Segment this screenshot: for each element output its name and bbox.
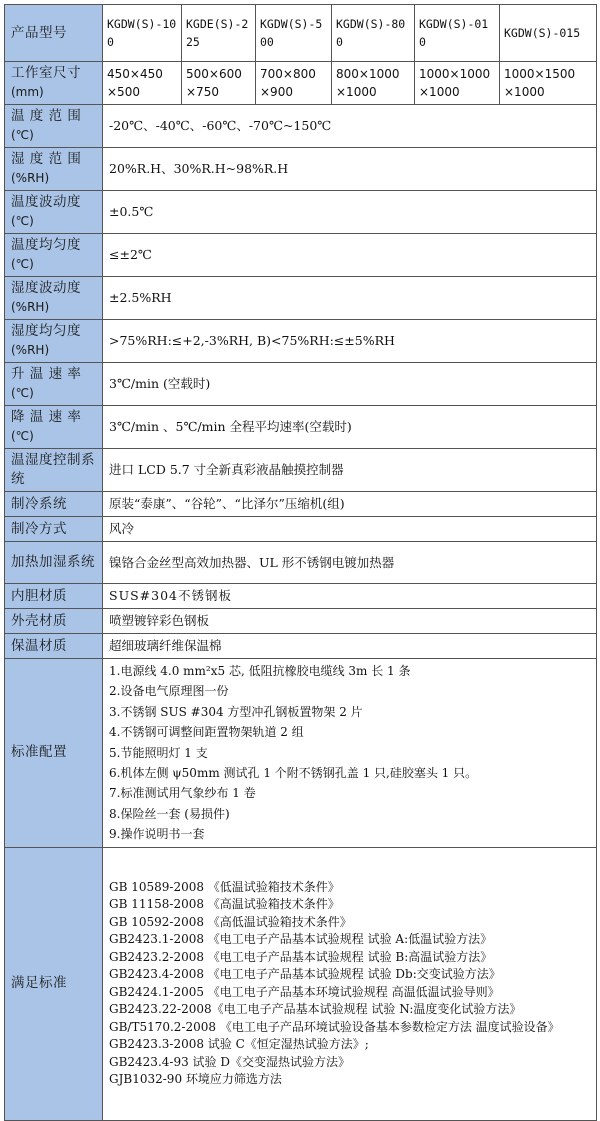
size-label — [5, 62, 103, 105]
standard-config-row — [5, 659, 597, 848]
spec-value: >75%RH:≤+2,-3%RH, B)<75%RH:≤±5%RH — [103, 320, 597, 363]
list-item: GB 10592-2008 《高低温试验箱技术条件》 — [109, 914, 352, 929]
spec-row — [5, 492, 597, 517]
spec-row — [5, 363, 597, 406]
list-item: 4.不锈钢可调整间距置物架轨道 2 组 — [109, 725, 304, 740]
model-cell: KGDW(S)-100 — [103, 5, 182, 62]
list-item: GB2423.3-2008 试验 C《恒定湿热试验方法》; — [109, 1037, 369, 1052]
spec-row — [5, 234, 597, 277]
spec-row — [5, 517, 597, 542]
list-item: GB2423.2-2008 《电工电子产品基本试验规程 试验 B:高温试验方法》 — [109, 949, 493, 964]
spec-row — [5, 148, 597, 191]
model-cell: KGDW(S)-015 — [500, 5, 597, 62]
size-line: 1000×1500 — [504, 67, 576, 81]
spec-label-text: 湿 度 范 围 — [11, 151, 82, 167]
list-item: GB2424.1-2005 《电工电子产品基本环境试验规程 高温低温试验导则》 — [109, 984, 500, 999]
size-line: ×500 — [107, 85, 140, 99]
spec-row — [5, 584, 597, 609]
spec-value: -20℃、-40℃、-60℃、-70℃~150℃ — [103, 105, 597, 148]
spec-label-unit: (℃) — [11, 386, 34, 400]
spec-table-wrapper — [4, 4, 597, 1121]
spec-value: 原装“泰康”、“谷轮”、“比泽尔”压缩机(组) — [103, 492, 597, 517]
list-item: GB 11158-2008 《高温试验箱技术条件》 — [109, 897, 340, 912]
size-cell — [500, 62, 597, 105]
size-line: ×1000 — [419, 85, 460, 99]
spec-label-text: 温度波动度 — [11, 194, 81, 210]
spec-label-unit: (℃) — [11, 257, 34, 271]
standards-label: 满足标准 — [5, 847, 103, 1120]
spec-value: 3℃/min (空载时) — [103, 363, 597, 406]
size-line: 700×800 — [260, 67, 316, 81]
list-item: GB 10589-2008 《低温试验箱技术条件》 — [109, 879, 340, 894]
spec-label — [5, 234, 103, 277]
spec-label-unit: (℃) — [11, 128, 34, 142]
spec-row — [5, 634, 597, 659]
spec-row — [5, 406, 597, 449]
spec-value: 3℃/min 、5℃/min 全程平均速率(空载时) — [103, 406, 597, 449]
model-cell: KGDW(S)-010 — [415, 5, 500, 62]
spec-label — [5, 406, 103, 449]
standard-config-list — [103, 659, 597, 848]
spec-value: ±0.5℃ — [103, 191, 597, 234]
spec-label-unit: (%RH) — [11, 300, 50, 314]
spec-row — [5, 542, 597, 584]
spec-label-unit: (℃) — [11, 214, 34, 228]
spec-value: 进口 LCD 5.7 寸全新真彩液晶触摸控制器 — [103, 449, 597, 492]
spec-row — [5, 105, 597, 148]
list-item: 1.电源线 4.0 mm²x5 芯, 低阻抗橡胶电缆线 3m 长 1 条 — [109, 664, 411, 678]
standards-list — [103, 847, 597, 1120]
list-item: 9.操作说明书一套 — [109, 827, 205, 842]
spec-label: 制冷系统 — [5, 492, 103, 517]
spec-label — [5, 148, 103, 191]
list-item: GJB1032-90 环境应力筛选方法 — [109, 1072, 282, 1087]
spec-value: 镍铬合金丝型高效加热器、UL 形不锈钢电镀加热器 — [103, 542, 597, 584]
size-label-main: 工作室尺寸 — [11, 65, 81, 81]
spec-label-text: 温 度 范 围 — [11, 108, 82, 124]
spec-value: ±2.5%RH — [103, 277, 597, 320]
spec-row — [5, 277, 597, 320]
size-cell — [256, 62, 332, 105]
spec-row — [5, 320, 597, 363]
spec-label: 外壳材质 — [5, 609, 103, 634]
list-item: GB2423.1-2008 《电工电子产品基本试验规程 试验 A:低温试验方法》 — [109, 932, 493, 947]
size-line: 450×450 — [107, 67, 163, 81]
spec-label: 保温材质 — [5, 634, 103, 659]
list-item: 3.不锈钢 SUS #304 方型冲孔钢板置物架 2 片 — [109, 704, 363, 719]
size-cell — [182, 62, 256, 105]
size-line: ×750 — [186, 85, 219, 99]
list-item: 5.节能照明灯 1 支 — [109, 745, 208, 760]
spec-row — [5, 609, 597, 634]
list-item: 7.标准测试用气象纱布 1 卷 — [109, 786, 256, 801]
spec-label-text: 温度均匀度 — [11, 237, 81, 253]
spec-value: SUS#304不锈钢板 — [103, 584, 597, 609]
standards-row — [5, 847, 597, 1120]
spec-label — [5, 363, 103, 406]
spec-label-text: 升 温 速 率 — [11, 366, 82, 382]
size-line: 1000×1000 — [419, 67, 491, 81]
list-item: 8.保险丝一套 (易损件) — [109, 806, 230, 821]
spec-label-text: 湿度均匀度 — [11, 323, 81, 339]
spec-label: 温湿度控制系统 — [5, 449, 103, 492]
size-line: ×1000 — [336, 85, 377, 99]
product-spec-table — [4, 4, 597, 1121]
spec-value: ≤±2℃ — [103, 234, 597, 277]
spec-label-text: 湿度波动度 — [11, 280, 81, 296]
spec-label — [5, 191, 103, 234]
spec-label: 加热加湿系统 — [5, 542, 103, 584]
spec-value: 20%R.H、30%R.H~98%R.H — [103, 148, 597, 191]
spec-value: 喷塑镀锌彩色钢板 — [103, 609, 597, 634]
list-item: GB/T5170.2-2008 《电工电子产品环境试验设备基本参数检定方法 温度试验设备》 — [109, 1019, 560, 1034]
spec-label: 制冷方式 — [5, 517, 103, 542]
spec-value: 超细玻璃纤维保温棉 — [103, 634, 597, 659]
spec-label-unit: (%RH) — [11, 343, 50, 357]
list-item: GB2423.4-2008 《电工电子产品基本试验规程 试验 Db:交变试验方法》 — [109, 967, 501, 982]
model-cell: KGDW(S)-500 — [256, 5, 332, 62]
model-label: 产品型号 — [5, 5, 103, 62]
spec-label-unit: (%RH) — [11, 171, 50, 185]
size-line: ×1000 — [504, 85, 545, 99]
spec-label-unit: (℃) — [11, 429, 34, 443]
size-cell — [103, 62, 182, 105]
spec-value: 风冷 — [103, 517, 597, 542]
model-cell: KGDE(S)-225 — [182, 5, 256, 62]
size-cell — [415, 62, 500, 105]
size-line: ×900 — [260, 85, 293, 99]
spec-label — [5, 320, 103, 363]
spec-label — [5, 105, 103, 148]
size-cell — [332, 62, 415, 105]
size-label-unit: (mm) — [11, 85, 44, 99]
list-item: GB2423.4-93 试验 D《交变湿热试验方法》 — [109, 1054, 350, 1069]
list-item: 6.机体左侧 ψ50mm 测试孔 1 个附不锈钢孔盖 1 只,硅胶塞头 1 只。 — [109, 766, 478, 781]
list-item: 2.设备电气原理图一份 — [109, 684, 229, 699]
spec-label-text: 降 温 速 率 — [11, 409, 82, 425]
spec-label — [5, 277, 103, 320]
spec-label: 内胆材质 — [5, 584, 103, 609]
list-item: GB2423.22-2008《电工电子产品基本试验规程 试验 N:温度变化试验方法》 — [109, 1002, 522, 1017]
model-row — [5, 5, 597, 62]
standard-config-label: 标准配置 — [5, 659, 103, 848]
spec-row — [5, 449, 597, 492]
model-cell: KGDW(S)-800 — [332, 5, 415, 62]
spec-row — [5, 191, 597, 234]
size-line: 800×1000 — [336, 67, 400, 81]
size-line: 500×600 — [186, 67, 242, 81]
size-row — [5, 62, 597, 105]
